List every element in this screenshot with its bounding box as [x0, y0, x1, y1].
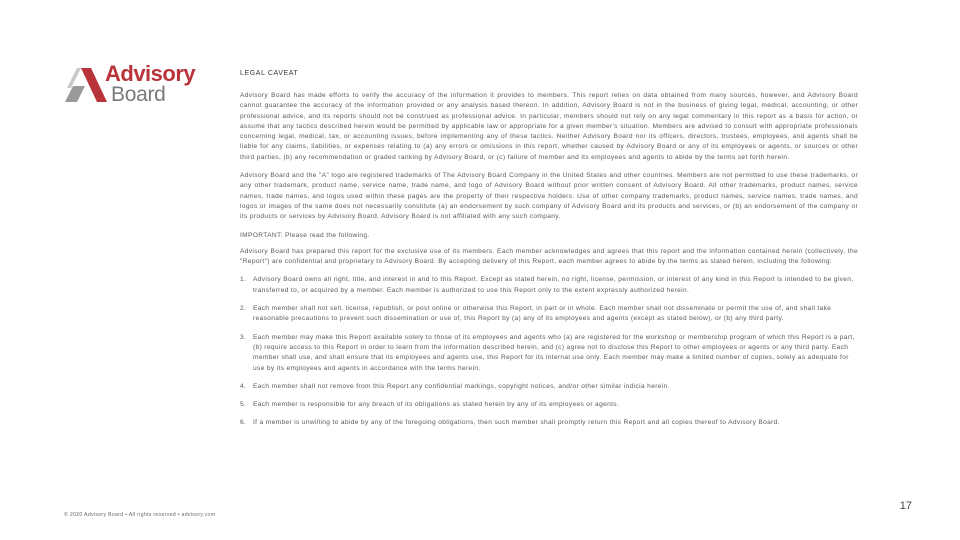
footer-copyright: © 2020 Advisory Board • All rights reserved • advisory.com	[64, 512, 216, 518]
logo-word-board: Board	[111, 83, 166, 106]
caveat-paragraph-exclusive-use: Advisory Board has prepared this report for the exclusive use of its members. Each member acknowledges and agrees that this report and the information contained herein (collectively, the "Report") are confidential and proprietary to Advisory Board. By accepting delivery of this Report, each member agrees to abide by the terms as stated herein, including the following:	[240, 247, 858, 266]
list-item-text: Each member may make this Report available solely to those of its employees and agents who (a) are registered for the workshop or membership program of which this Report is a part, (b) require access to this Report in order to learn from the information described herein, and (c) agree not to disclose this Report to other employees or agents or any third party. Each member shall use, and shall ensure that its employees and agents use, this Report for its internal use only. Each member may make a limited number of copies, solely as adequate for use by its employees and agents in accordance with the terms herein.	[253, 333, 855, 372]
list-item-number: 4.	[240, 382, 247, 390]
page-number: 17	[899, 500, 912, 512]
list-item	[240, 400, 858, 410]
list-item	[240, 382, 858, 392]
list-item-text: Advisory Board owns all right, title, and interest in and to this Report. Except as stated herein, no right, license, permission, or interest of any kind in this Report is intended to be given, transferred to, or acquired by a member. Each member is authorized to use this Report only to the extent expressly authorized herein.	[253, 276, 854, 294]
logo-word-advisory: Advisory	[105, 61, 196, 86]
list-item-number: 2.	[240, 305, 247, 313]
advisory-a-logo-icon	[63, 68, 107, 104]
important-notice: IMPORTANT: Please read the following.	[240, 231, 370, 239]
list-item-number: 3.	[240, 333, 247, 341]
list-item	[240, 304, 858, 325]
list-item	[240, 333, 858, 374]
advisory-board-logo	[63, 61, 196, 106]
list-item-text: Each member shall not remove from this Report any confidential markings, copyright notices, and/or other similar indicia herein.	[253, 382, 670, 390]
list-item	[240, 418, 858, 428]
list-item-text: Each member shall not sell, license, republish, or post online or otherwise this Report, in part or in whole. Each member shall not disseminate or permit the use of, and shall take reasonable precautions to prevent such dissemination or use of, this Report by (a) any of its employees and agents (except as stated below), or (b) any third party.	[253, 305, 832, 323]
caveat-paragraph-trademarks: Advisory Board and the "A" logo are registered trademarks of The Advisory Board Company in the United States and other countries. Members are not permitted to use these trademarks, or any other trademark, product name, service name, trade name, and logo of Advisory Board without prior written consent of Advisory Board. All other trademarks, product names, service names, trade names, and logos used within these pages are the property of their respective holders. Use of other company trademarks, product names, service names, trade names, and logos or images of the same does not necessarily constitute (a) an endorsement by such company of Advisory Board and its products and services, or (b) an endorsement of the company or its products or services by Advisory Board. Advisory Board is not affiliated with any such company.	[240, 172, 858, 221]
list-item	[240, 275, 858, 296]
list-item-text: If a member is unwilling to abide by any of the foregoing obligations, then such member shall promptly return this Report and all copies thereof to Advisory Board.	[253, 419, 780, 427]
list-item-number: 6.	[240, 419, 247, 427]
list-item-number: 1.	[240, 276, 247, 284]
legal-caveat-section	[240, 69, 858, 437]
list-item-number: 5.	[240, 401, 247, 409]
caveat-paragraph-accuracy: Advisory Board has made efforts to verify the accuracy of the information it provides to members. This report relies on data obtained from many sources, however, and Advisory Board cannot guarantee the accuracy of the information provided or any analysis based thereon. In addition, Advisory Board is not in the business of giving legal, medical, accounting, or other professional advice, and its reports should not be construed as professional advice. In particular, members should not rely on any legal commentary in this report as a basis for action, or assume that any tactics described herein would be permitted by applicable law or appropriate for a given member's situation. Members are advised to consult with appropriate professionals concerning legal, medical, tax, or accounting issues, before implementing any of these tactics. Neither Advisory Board nor its officers, directors, trustees, employees, and agents shall be liable for any claims, liabilities, or expenses relating to (a) any errors or omissions in this report, whether caused by Advisory Board or any of its employees or agents, or sources or other third parties, (b) any recommendation or graded ranking by Advisory Board, or (c) failure of member and its employees and agents to abide by the terms set forth herein.	[240, 92, 858, 161]
page-title: LEGAL CAVEAT	[240, 70, 299, 77]
obligations-list	[240, 275, 858, 428]
list-item-text: Each member is responsible for any breach of its obligations as stated herein by any of its employees or agents.	[253, 401, 620, 409]
